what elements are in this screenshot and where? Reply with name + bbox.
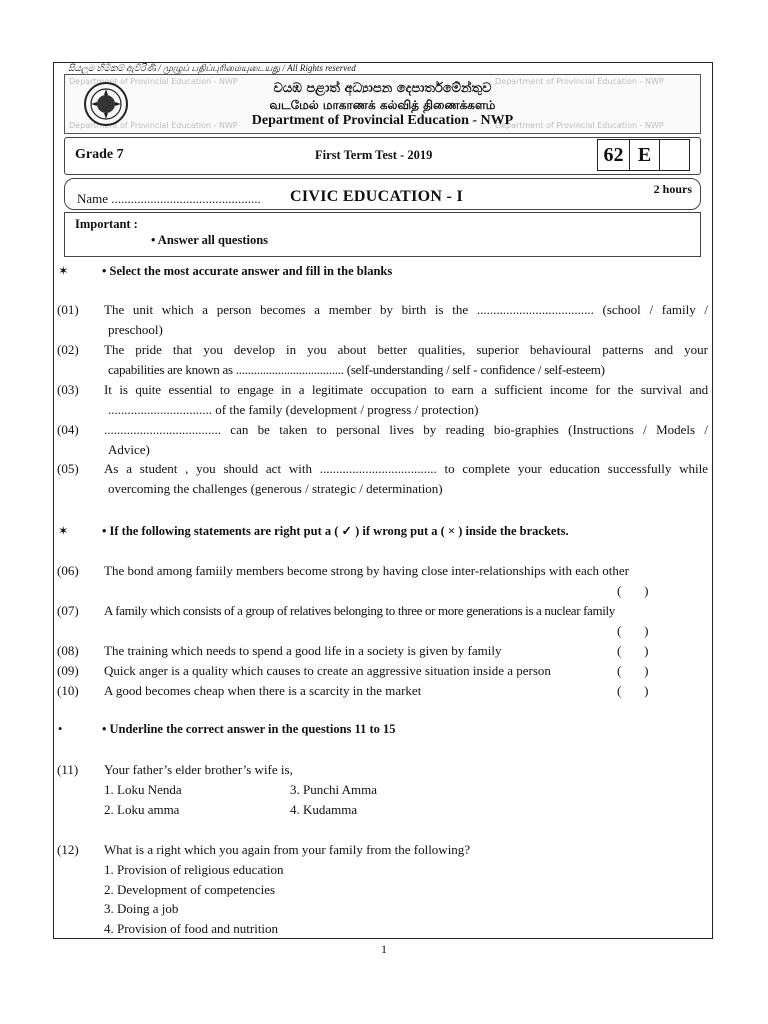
- watermark-line: Department of Provincial Education - NWP: [495, 121, 664, 130]
- question-text: The pride that you develop in you about better qualities, superior behavioural patterns and your: [104, 342, 708, 357]
- answer-bracket: ( ): [617, 663, 649, 678]
- question-text: Quick anger is a quality which causes to create an aggressive situation inside a person: [104, 663, 551, 678]
- answer-option[interactable]: 1. Provision of religious education: [104, 862, 284, 877]
- section-3-mark: •: [58, 722, 63, 736]
- answer-option[interactable]: 3. Punchi Amma: [290, 782, 378, 797]
- subject-title: CIVIC EDUCATION - I: [290, 188, 463, 205]
- paper-code-language: E: [630, 139, 660, 171]
- answer-option[interactable]: 4. Provision of food and nutrition: [104, 921, 279, 936]
- duration-label: 2 hours: [653, 182, 692, 196]
- question-number: (12): [57, 842, 79, 857]
- paper-code-blank: [660, 139, 690, 171]
- section-1-heading: [58, 263, 392, 279]
- question-text: capabilities are known as .................................... (self-understanding / self - confidence / self-esteem): [108, 362, 605, 377]
- section-3-title: • Underline the correct answer in the questions 11 to 15: [102, 722, 396, 736]
- question-text: ................................ of the family (development / progress / protection): [108, 402, 479, 417]
- watermark-line: Department of Provincial Education - NWP: [69, 121, 238, 130]
- question-text: preschool): [108, 322, 163, 337]
- question-number: (07): [57, 603, 79, 618]
- section-2-title: • If the following statements are right put a ( ✓ ) if wrong put a ( × ) inside the brackets.: [102, 524, 569, 538]
- answer-bracket: ( ): [617, 623, 649, 638]
- question-number: (06): [57, 563, 79, 578]
- section-2-heading: [58, 523, 569, 539]
- question-text: .................................... can be taken to personal lives by reading bio-graphies (Instructions / Models /: [104, 422, 708, 437]
- question-number: (03): [57, 382, 79, 397]
- department-header: [64, 74, 701, 134]
- question-text: overcoming the challenges (generous / strategic / determination): [108, 481, 443, 496]
- important-label: Important :: [75, 217, 138, 231]
- watermark-line: Department of Provincial Education - NWP: [495, 77, 664, 86]
- question-number: (09): [57, 663, 79, 678]
- section-3-heading: [58, 722, 395, 737]
- question-text: What is a right which you again from your family from the following?: [104, 842, 471, 857]
- question-text: Advice): [108, 442, 150, 457]
- paper-code-number: 62: [597, 139, 630, 171]
- watermark-line: Department of Provincial Education - NWP: [69, 77, 238, 86]
- rights-reserved-text: සියලුම හිමිකම් ඇවිරිණි / முழுப் பதிப்புரிமையுடையது / All Rights reserved: [68, 63, 356, 73]
- answer-option[interactable]: 3. Doing a job: [104, 901, 179, 916]
- question-text: The training which needs to spend a good life in a society is given by family: [104, 643, 502, 658]
- question-number: (01): [57, 302, 79, 317]
- department-name-tamil: வடமேல் மாகாணக் கல்வித் திணைக்களம்: [269, 98, 496, 112]
- question-number: (05): [57, 461, 79, 476]
- answer-bracket: ( ): [617, 643, 649, 658]
- question-text: A family which consists of a group of relatives belonging to three or more generations is a nuclear family: [104, 603, 615, 618]
- important-box: [64, 212, 701, 257]
- name-row: [64, 178, 701, 210]
- section-1-title: • Select the most accurate answer and fill in the blanks: [102, 264, 393, 278]
- question-text: Your father’s elder brother’s wife is,: [104, 762, 293, 777]
- question-text: A good becomes cheap when there is a scarcity in the market: [104, 683, 422, 698]
- question-text: The bond among famiily members become strong by having close inter-relationships with each other: [104, 563, 630, 578]
- question-text: It is quite essential to engage in a legitimate occupation to earn a sufficient income for the survival and: [104, 382, 708, 397]
- question-number: (04): [57, 422, 79, 437]
- paper-code-box: [597, 139, 690, 171]
- question-text: The unit which a person becomes a member by birth is the .................................... (school / family /: [104, 302, 708, 317]
- important-instruction: • Answer all questions: [151, 233, 269, 247]
- answer-option[interactable]: 2. Development of competencies: [104, 882, 276, 897]
- section-2-mark: ✶: [58, 524, 69, 538]
- question-number: (10): [57, 683, 79, 698]
- question-text: As a student , you should act with .................................... to complete your education successfully while: [104, 461, 708, 476]
- department-name-sinhala: වයඹ පළාත් අධ්‍යාපන දෙපාර්තමේන්තුව: [273, 81, 492, 96]
- answer-bracket: ( ): [617, 683, 649, 698]
- section-1-mark: ✶: [58, 264, 69, 278]
- name-field: Name ..............................................: [77, 191, 261, 206]
- question-number: (08): [57, 643, 79, 658]
- answer-option[interactable]: 2. Loku amma: [104, 802, 180, 817]
- question-number: (11): [57, 762, 79, 777]
- department-name-english: Department of Provincial Education - NWP: [251, 113, 514, 128]
- term-label: First Term Test - 2019: [315, 148, 433, 162]
- question-number: (02): [57, 342, 79, 357]
- answer-option[interactable]: 4. Kudamma: [290, 802, 358, 817]
- answer-bracket: ( ): [617, 583, 649, 598]
- page-number: 1: [381, 942, 387, 956]
- answer-option[interactable]: 1. Loku Nenda: [104, 782, 182, 797]
- grade-label: Grade 7: [75, 147, 124, 162]
